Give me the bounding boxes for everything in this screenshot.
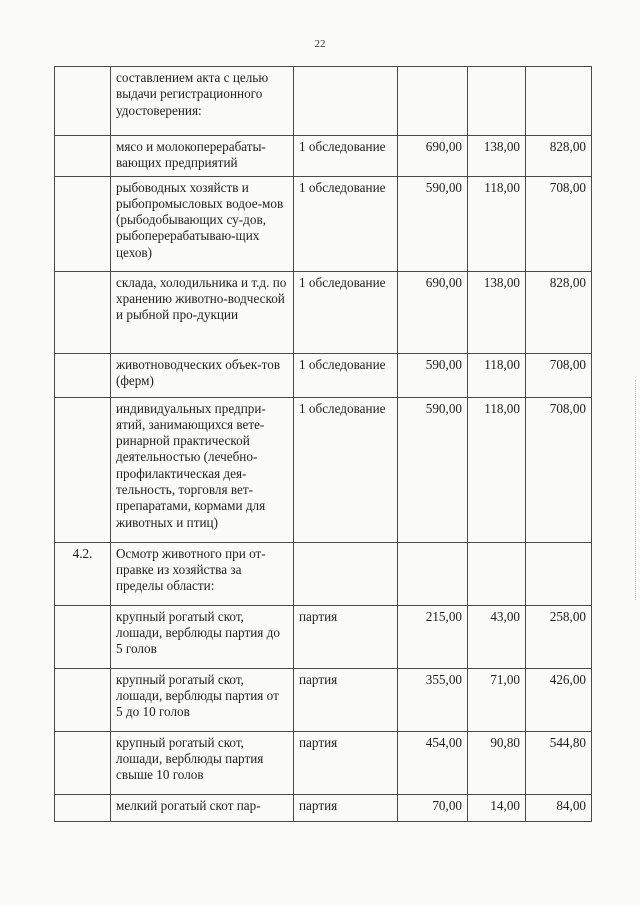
total-value — [526, 542, 592, 605]
total-value: 84,00 — [526, 794, 592, 821]
table-row — [55, 668, 592, 731]
service-description: рыбоводных хозяйств и рыбопромысловых водое-мов (рыбодобывающих су-дов, рыбоперерабатываю-щих цехов) — [111, 176, 294, 271]
price-value: 690,00 — [398, 136, 468, 177]
price-value: 70,00 — [398, 794, 468, 821]
unit-of-measure: 1 обследование — [294, 271, 398, 353]
tariff-table — [54, 66, 592, 822]
price-value — [398, 542, 468, 605]
vat-value: 14,00 — [468, 794, 526, 821]
vat-value: 90,80 — [468, 731, 526, 794]
item-number: 4.2. — [55, 542, 111, 605]
service-description: мелкий рогатый скот пар- — [111, 794, 294, 821]
service-description: Осмотр животного при от-правке из хозяйства за пределы области: — [111, 542, 294, 605]
item-number — [55, 176, 111, 271]
vat-value — [468, 542, 526, 605]
vat-value: 43,00 — [468, 605, 526, 668]
table-row — [55, 67, 592, 136]
unit-of-measure: 1 обследование — [294, 136, 398, 177]
vat-value: 118,00 — [468, 353, 526, 397]
item-number — [55, 271, 111, 353]
total-value: 426,00 — [526, 668, 592, 731]
table-row — [55, 353, 592, 397]
total-value — [526, 67, 592, 136]
unit-of-measure: партия — [294, 605, 398, 668]
item-number — [55, 605, 111, 668]
table-row — [55, 605, 592, 668]
total-value: 708,00 — [526, 176, 592, 271]
price-value: 215,00 — [398, 605, 468, 668]
price-value: 590,00 — [398, 176, 468, 271]
unit-of-measure — [294, 67, 398, 136]
service-description: склада, холодильника и т.д. по хранению животно-водческой и рыбной про-дукции — [111, 271, 294, 353]
total-value: 708,00 — [526, 397, 592, 542]
item-number — [55, 731, 111, 794]
item-number — [55, 353, 111, 397]
service-description: составлением акта с целью выдачи регистрационного удостоверения: — [111, 67, 294, 136]
unit-of-measure: 1 обследование — [294, 353, 398, 397]
table-row — [55, 397, 592, 542]
item-number — [55, 794, 111, 821]
service-description: крупный рогатый скот, лошади, верблюды партия до 5 голов — [111, 605, 294, 668]
total-value: 828,00 — [526, 136, 592, 177]
vat-value — [468, 67, 526, 136]
table-row — [55, 176, 592, 271]
service-description: животноводческих объек-тов (ферм) — [111, 353, 294, 397]
table-row — [55, 542, 592, 605]
vat-value: 118,00 — [468, 397, 526, 542]
service-description: индивидуальных предпри-ятий, занимающихся вете-ринарной практической деятельностью (лечебно-профилактическая дея-тельность, торговля вет-препаратами, кормами для животных и птиц) — [111, 397, 294, 542]
vat-value: 71,00 — [468, 668, 526, 731]
unit-of-measure: партия — [294, 731, 398, 794]
table-row — [55, 794, 592, 821]
price-value: 590,00 — [398, 397, 468, 542]
unit-of-measure: партия — [294, 668, 398, 731]
total-value: 828,00 — [526, 271, 592, 353]
price-value — [398, 67, 468, 136]
unit-of-measure — [294, 542, 398, 605]
unit-of-measure: партия — [294, 794, 398, 821]
total-value: 258,00 — [526, 605, 592, 668]
unit-of-measure: 1 обследование — [294, 397, 398, 542]
price-value: 355,00 — [398, 668, 468, 731]
vat-value: 118,00 — [468, 176, 526, 271]
service-description: крупный рогатый скот, лошади, верблюды партия свыше 10 голов — [111, 731, 294, 794]
vat-value: 138,00 — [468, 271, 526, 353]
table-row — [55, 271, 592, 353]
table-row — [55, 136, 592, 177]
unit-of-measure: 1 обследование — [294, 176, 398, 271]
table-row — [55, 731, 592, 794]
scan-edge-mark — [634, 380, 636, 600]
item-number — [55, 136, 111, 177]
price-value: 690,00 — [398, 271, 468, 353]
service-description: крупный рогатый скот, лошади, верблюды партия от 5 до 10 голов — [111, 668, 294, 731]
total-value: 708,00 — [526, 353, 592, 397]
price-value: 454,00 — [398, 731, 468, 794]
total-value: 544,80 — [526, 731, 592, 794]
price-value: 590,00 — [398, 353, 468, 397]
item-number — [55, 397, 111, 542]
service-description: мясо и молокоперерабаты-вающих предприятий — [111, 136, 294, 177]
page-number: 22 — [314, 38, 326, 50]
item-number — [55, 67, 111, 136]
vat-value: 138,00 — [468, 136, 526, 177]
item-number — [55, 668, 111, 731]
